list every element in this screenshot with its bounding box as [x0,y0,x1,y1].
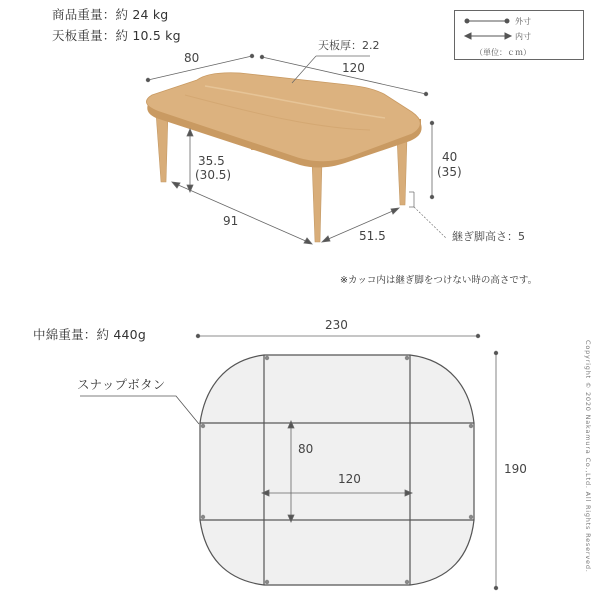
dim-leg-span-long-label: 91 [223,214,239,228]
legend-inner-label: 内寸 [515,32,531,41]
futon-inner-depth-label: 80 [298,442,314,456]
futon-weight: 中綿重量：約 440g [33,327,146,342]
legend-outer-label: 外寸 [515,17,531,26]
dim-depth-label: 80 [184,51,200,65]
dim-height-label: 40 [442,150,458,164]
dim-width-label: 120 [342,61,365,75]
extension-leg-label: 継ぎ脚高さ：5 [452,230,525,243]
dim-under-height-inner-label: (30.5) [195,168,232,182]
futon-height-label: 190 [504,462,527,476]
dim-leg-span-short-label: 51.5 [359,229,386,243]
legend-unit-label: （単位：ｃｍ） [475,48,531,57]
product-weight: 商品重量：約 24 kg [52,7,169,22]
snap-button-label: スナップボタン [77,377,166,392]
dim-thickness-label: 天板厚：2.2 [318,39,380,52]
top-weight: 天板重量：約 10.5 kg [52,28,181,43]
height-note: ※カッコ内は継ぎ脚をつけない時の高さです。 [340,275,538,286]
dim-under-height-label: 35.5 [198,154,225,168]
futon-inner-rect [264,423,410,520]
futon-width-label: 230 [325,318,348,332]
dim-height-inner-label: (35) [437,165,462,179]
copyright-text: Copyright © 2020 Nakamura Co.,Ltd. All Rights Reserved. [584,340,592,573]
futon-inner-width-label: 120 [338,472,361,486]
